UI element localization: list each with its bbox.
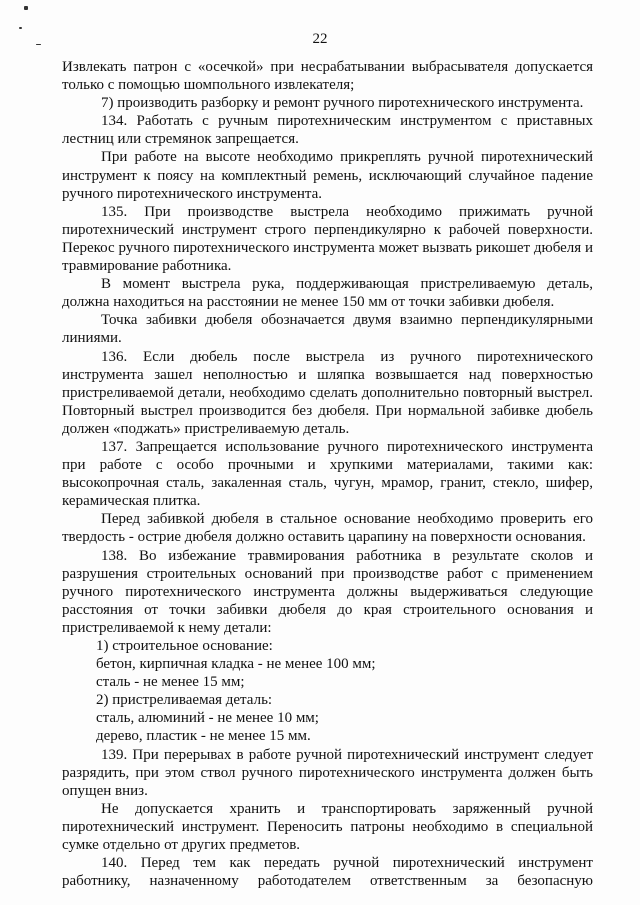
paragraph: Перед забивкой дюбеля в стальное основание необходимо проверить его твердость - острие дюбеля должно оставить царапину на поверхности основания. (62, 511, 593, 546)
paragraph: 138. Во избежание травмирования работника в результате сколов и разрушения строительных оснований при производстве работ с применением ручного пиротехнического инструмента должны выдерживаться следующие расстояния от точки забивки дюбеля до края строительного основания и пристреливаемой к нему детали: (62, 547, 593, 636)
paragraph: В момент выстрела рука, поддерживающая пристреливаемую деталь, должна находиться на расстоянии не менее 150 мм от точки забивки дюбеля. (62, 276, 593, 311)
list-item: 2) пристреливаемая деталь: (96, 692, 273, 709)
list-item: сталь - не менее 15 мм; (96, 674, 245, 691)
paragraph: 137. Запрещается использование ручного пиротехнического инструмента при работе с особо прочными и хрупкими материалами, такими как: высокопрочная сталь, закаленная сталь, чугун, мрамор, гранит, стекло, шифер, керамическая плитка. (62, 438, 593, 510)
paragraph: При работе на высоте необходимо прикреплять ручной пиротехнический инструмент к поясу на комплектный ремень, исключающий случайное падение ручного пиротехнического инструмента. (62, 149, 593, 202)
paragraph: 140. Перед тем как передать ручной пиротехнический инструмент работнику, назначенному работодателем ответственным за безопасную (62, 855, 593, 890)
paragraph: 134. Работать с ручным пиротехническим инструментом с приставных лестниц или стремянок запрещается. (62, 113, 593, 148)
scan-mark (19, 27, 22, 29)
paragraph: Точка забивки дюбеля обозначается двумя взаимно перпендикулярными линиями. (62, 312, 593, 347)
paragraph: 136. Если дюбель после выстрела из ручного пиротехнического инструмента зашел неполностью и шляпка возвышается над поверхностью пристреливаемой детали, необходимо сделать дополнительно повторный выстрел. Повторный выстрел производится без дюбеля. При нормальной забивке дюбель должен «поджать» пристреливаемую деталь. (62, 348, 593, 437)
list-item: 1) строительное основание: (96, 638, 273, 654)
list-item: дерево, пластик - не менее 15 мм. (96, 728, 311, 745)
list-item: сталь, алюминий - не менее 10 мм; (96, 710, 319, 727)
paragraph: Извлекать патрон с «осечкой» при несрабатывании выбрасывателя допускается только с помощью шомпольного извлекателя; (62, 59, 593, 94)
list-item: бетон, кирпичная кладка - не менее 100 мм; (96, 656, 376, 673)
body-text (62, 58, 593, 890)
scan-mark (24, 6, 28, 10)
paragraph: 135. При производстве выстрела необходимо прижимать ручной пиротехнический инструмент строго перпендикулярно к рабочей поверхности. Перекос ручного пиротехнического инструмента может вызвать рикошет дюбеля и травмирование работника. (62, 203, 593, 275)
paragraph: 139. При перерывах в работе ручной пиротехнический инструмент следует разрядить, при этом ствол ручного пиротехнического инструмента должен быть опущен вниз. (62, 746, 593, 799)
paragraph: Не допускается хранить и транспортировать заряженный ручной пиротехнический инструмент. Переносить патроны необходимо в специальной сумке отдельно от других предметов. (62, 800, 593, 854)
paragraph: 7) производить разборку и ремонт ручного пиротехнического инструмента. (101, 95, 584, 112)
page-number: 22 (312, 31, 328, 47)
